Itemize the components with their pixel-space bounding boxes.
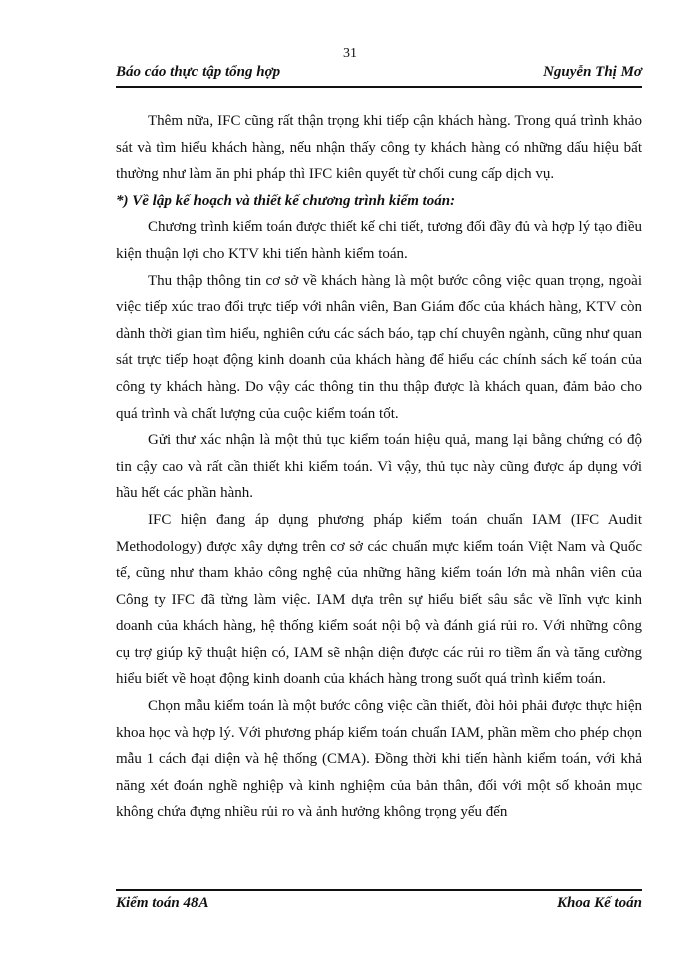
paragraph-confirmation-letters: Gửi thư xác nhận là một thủ tục kiểm toán hiệu quả, mang lại bằng chứng có độ tin cậy cao và rất cần thiết khi kiểm toán. Vì vậy, thủ tục này cũng được áp dụng với hầu hết các phần hành. (116, 432, 642, 502)
document-body (116, 108, 642, 826)
paragraph-audit-program: Chương trình kiểm toán được thiết kế chi tiết, tương đối đầy đủ và hợp lý tạo điều kiện thuận lợi cho KTV khi tiến hành kiểm toán. (116, 219, 642, 262)
paragraph-client-information: Thu thập thông tin cơ sở về khách hàng là một bước công việc quan trọng, ngoài việc tiếp xúc trao đổi trực tiếp với nhân viên, Ban Giám đốc của khách hàng, KTV còn dành thời gian tìm hiểu, nghiên cứu các sách báo, tạp chí chuyên ngành, cũng như quan sát trực tiếp hoạt động kinh doanh của khách hàng để hiểu các chính sách kế toán của công ty khách hàng. Do vậy các thông tin thu thập được là khách quan, đảm bảo cho quá trình và chất lượng của cuộc kiểm toán tốt. (116, 272, 642, 422)
section-heading-audit-planning: *) Về lập kế hoạch và thiết kế chương trình kiểm toán: (116, 192, 456, 209)
paragraph-iam-methodology: IFC hiện đang áp dụng phương pháp kiểm toán chuẩn IAM (IFC Audit Methodology) được xây dựng trên cơ sở các chuẩn mực kiểm toán Việt Nam và Quốc tế, cũng như tham khảo công nghệ của những hãng kiểm toán lớn mà nhân viên của Công ty IFC đã từng làm việc. IAM dựa trên sự hiểu biết sâu sắc về lĩnh vực kinh doanh của khách hàng, hệ thống kiểm soát nội bộ và đánh giá rủi ro. Với những công cụ trợ giúp kỹ thuật hiện có, IAM sẽ nhận diện được các rủi ro tiềm ẩn và tăng cường hiểu biết về hoạt động kinh doanh của khách hàng trong suốt quá trình kiểm toán. (116, 511, 642, 688)
page-header (116, 62, 642, 84)
page-number: 31 (343, 46, 357, 61)
paragraph-client-approach: Thêm nữa, IFC cũng rất thận trọng khi tiếp cận khách hàng. Trong quá trình khảo sát và tìm hiểu khách hàng, nếu nhận thấy công ty khách hàng có những dấu hiệu bất thường như làm ăn phi pháp thì IFC kiên quyết từ chối cung cấp dịch vụ. (116, 113, 642, 183)
header-author: Nguyễn Thị Mơ (543, 64, 642, 80)
header-rule (116, 86, 642, 88)
page-footer (116, 893, 642, 915)
footer-rule (116, 889, 642, 891)
header-report-title: Báo cáo thực tập tổng hợp (116, 64, 281, 80)
paragraph-audit-sampling: Chọn mẫu kiểm toán là một bước công việc cần thiết, đòi hỏi phải được thực hiện khoa học và hợp lý. Với phương pháp kiểm toán chuẩn IAM, phần mềm cho phép chọn mẫu 1 cách đại diện và hệ thống (CMA). Đồng thời khi tiến hành kiểm toán, với khả năng xét đoán nghề nghiệp và kinh nghiệm của bản thân, đối với một số khoản mục không chứa đựng nhiều rủi ro và ảnh hưởng không trọng yếu đến (116, 698, 642, 821)
footer-class: Kiểm toán 48A (116, 895, 209, 911)
footer-department: Khoa Kế toán (556, 895, 642, 911)
